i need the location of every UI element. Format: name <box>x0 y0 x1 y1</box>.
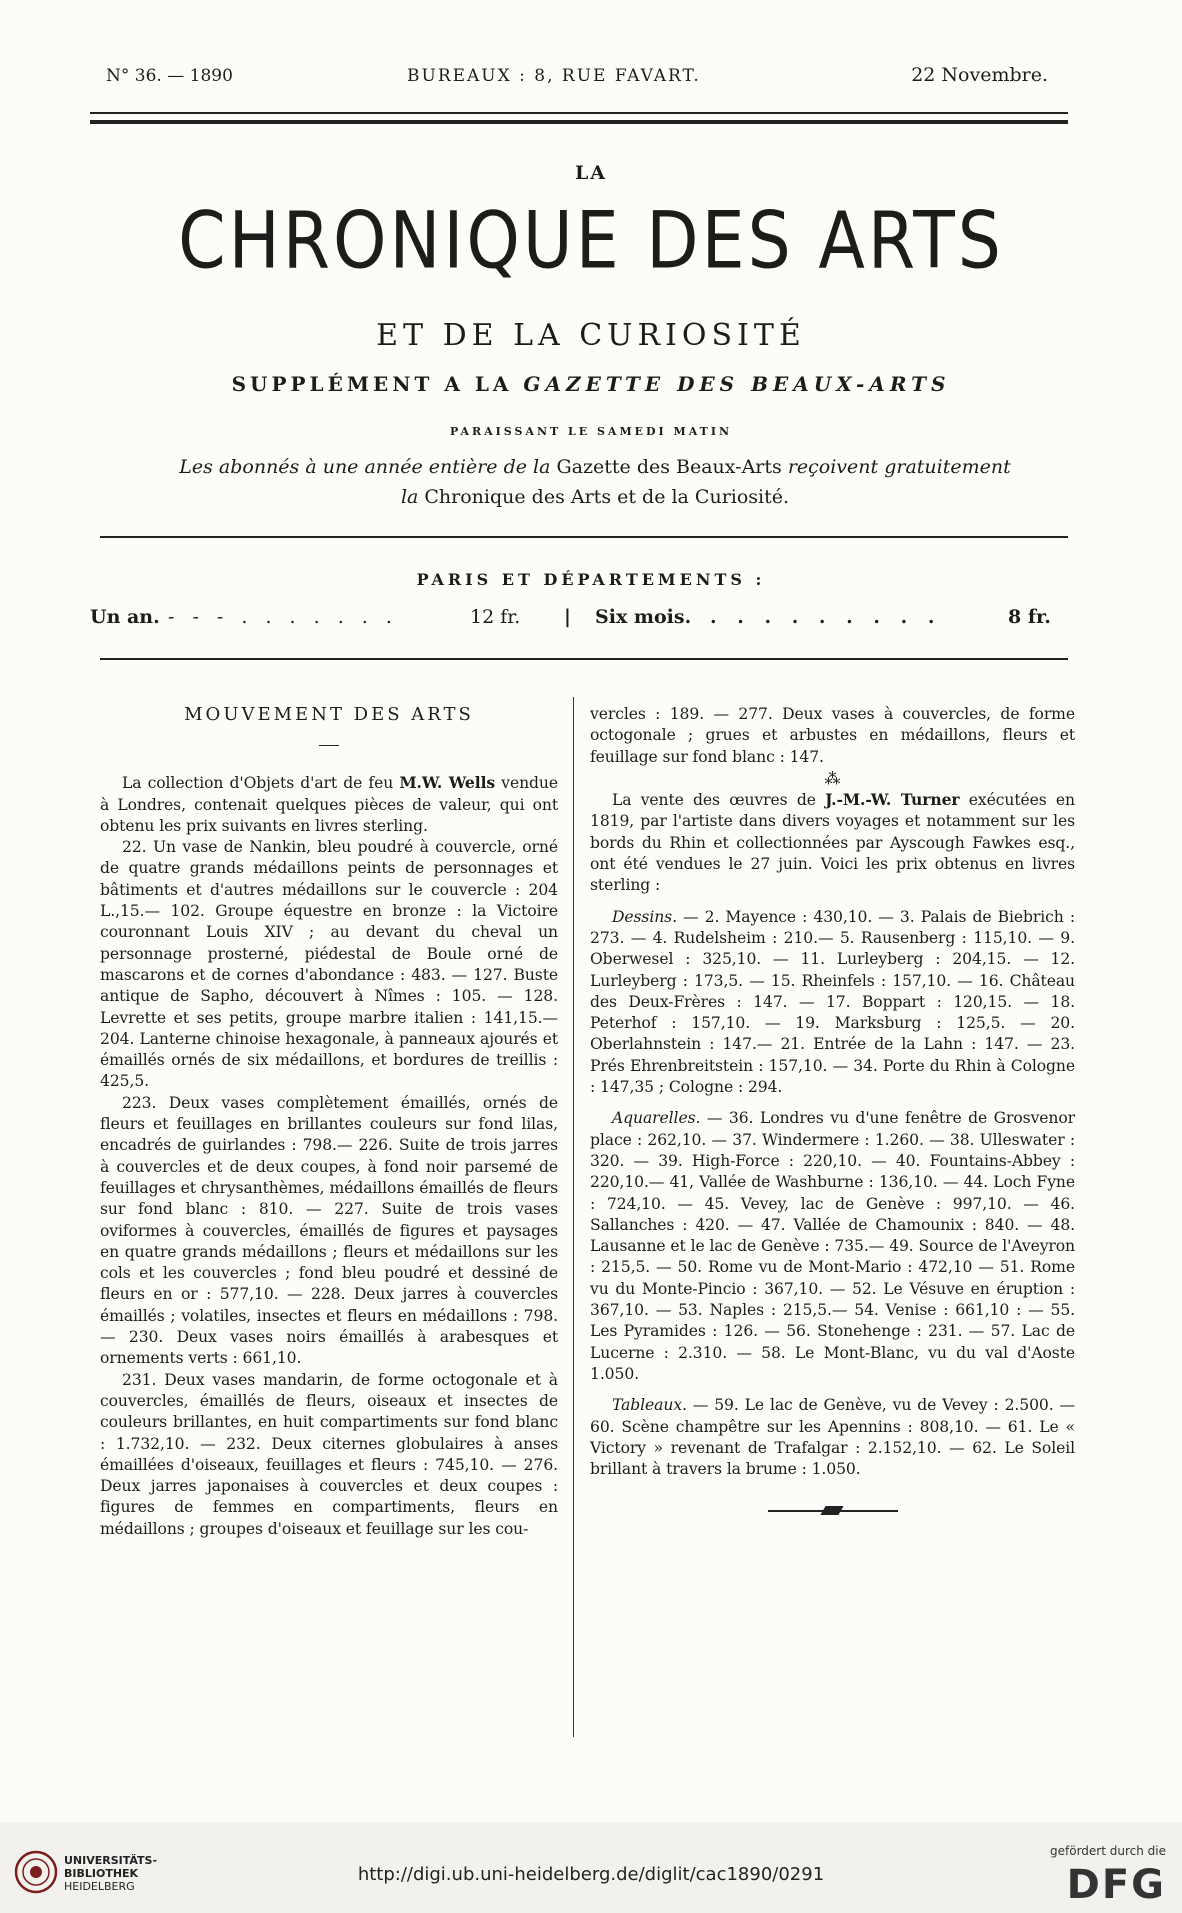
masthead-title: CHRONIQUE DES ARTS <box>178 196 1004 287</box>
prices-rule <box>100 658 1068 660</box>
issue-date: 22 Novembre. <box>911 64 1048 86</box>
asterism: ⁂ <box>824 768 841 788</box>
heading-short-rule <box>319 745 339 746</box>
end-ornament-diamond <box>820 1506 843 1515</box>
lot-223-paragraph: 223. Deux vases complètement émaillés, ornés de fleurs et feuillages en brillantes couleurs sur fond lilas, encadrés de guirlandes : 798.— 226. Suite de trois jarres à couvercles et de deux coupes, à fond noir parsemé de feuillages et chrysanthèmes, médaillons émaillés de fleurs sur fond blanc : 810. — 227. Suite de trois vases oviformes à couvercles, émaillés de figures et paysages en quatre grands médaillons ; fleurs et médaillons sur les cols et les couvercles ; fond bleu poudré et dessiné de fleurs en or : 577,10. — 228. Deux jarres à couvercles émaillés ; volatiles, insectes et fleurs en médaillons : 798. — 230. Deux vases noirs émaillés à arabesques et ornements verts : 661,10. <box>100 1093 558 1368</box>
year-dots: - - - . . . . . . . <box>168 606 398 628</box>
abonnes-text-3: la <box>400 486 419 508</box>
continuation-paragraph: vercles : 189. — 277. Deux vases à couvercles, de forme octogonale ; grues et arbustes en médaillons, fleurs et feuillage sur fond blanc : 147. <box>590 705 1075 766</box>
left-column <box>100 704 558 1540</box>
end-ornament <box>768 1506 898 1516</box>
price-separator: | <box>564 606 571 628</box>
abonnes-text-2: reçoivent gratuitement <box>787 456 1011 478</box>
masthead-subtitle: ET DE LA CURIOSITÉ <box>376 318 806 353</box>
turner-intro-b: exécutées en 1819, par l'artiste dans divers voyages et notamment sur les bords du Rhin et collectionnées par Ayscough Fawkes esq., ont été vendues le 27 juin. Voici les prix obtenus en livres sterling : <box>590 791 1075 895</box>
uni-line-3: HEIDELBERG <box>64 1880 135 1893</box>
abonnes-chronique: Chronique des Arts et de la Curiosité. <box>424 486 790 508</box>
masthead-la: LA <box>574 162 608 184</box>
right-column <box>590 704 1075 1516</box>
subscribers-note <box>140 452 1050 512</box>
uni-line-1: UNIVERSITÄTS- <box>64 1854 158 1867</box>
wells-name: M.W. Wells <box>399 773 496 793</box>
top-header-line <box>102 62 1050 94</box>
bureaux-address: BUREAUX : 8, RUE FAVART. <box>407 66 701 86</box>
aquarelles-label: Aquarelles. <box>612 1109 701 1128</box>
footer-bar <box>0 1822 1182 1913</box>
abonnes-text-1: Les abonnés à une année entière de la <box>179 456 551 478</box>
turner-intro <box>590 789 1075 896</box>
uni-line-2: BIBLIOTHEK <box>64 1867 139 1880</box>
wells-intro-b: vendue à Londres, contenait quelques pièces de valeur, qui ont obtenu les prix suivants en livres sterling. <box>100 774 558 835</box>
issue-number: N° 36. — 1890 <box>106 66 233 86</box>
dessins-label: Dessins. <box>612 907 677 926</box>
supplement-prefix: SUPPLÉMENT A LA <box>231 372 513 396</box>
wells-intro <box>100 772 558 837</box>
abonnes-gazette: Gazette des Beaux-Arts <box>556 456 782 478</box>
tableaux-label: Tableaux. <box>612 1396 687 1415</box>
wells-intro-a: La collection d'Objets d'art de feu <box>122 774 394 793</box>
dfg-caption: gefördert durch die <box>1050 1844 1166 1858</box>
year-price: 12 fr. <box>470 606 521 628</box>
header-double-rule <box>90 112 1068 124</box>
dfg-logo: DFG <box>1066 1862 1166 1908</box>
tableaux-paragraph <box>590 1395 1075 1480</box>
subscription-heading: PARIS ET DÉPARTEMENTS : <box>416 570 766 589</box>
turner-name: J.-M.-W. Turner <box>825 790 960 810</box>
lot-231-paragraph: 231. Deux vases mandarin, de forme octogonale et à couvercles, émaillés de fleurs, oiseaux et insectes de couleurs brillantes, en huit compartiments sur fond blanc : 1.732,10. — 232. Deux citernes globulaires à anses émaillées d'oiseaux, feuillages et fleurs : 745,10. — 276. Deux jarres japonaises à couvercles et deux coupes : figures de femmes en compartiments, fleurs en médaillons ; groupes d'oiseaux et feuillage sur les cou- <box>100 1370 558 1538</box>
half-year-label: Six mois. <box>595 606 692 628</box>
column-divider <box>573 697 574 1737</box>
paraissant-line: PARAISSANT LE SAMEDI MATIN <box>449 425 733 438</box>
dessins-paragraph <box>590 907 1075 1099</box>
masthead-rule <box>100 536 1068 538</box>
dessins-text: — 2. Mayence : 430,10. — 3. Palais de Biebrich : 273. — 4. Rudelsheim : 210.— 5. Rausenberg : 115,10. — 9. Oberwesel : 325,10. — 11. Lurleyberg : 204,15. — 12. Lurleyberg : 173,5. — 15. Rheinfels : 157,10. — 16. Château des Deux-Frères : 147. — 17. Boppart : 120,15. — 18. Peterhof : 157,10. — 19. Marksburg : 125,5. — 20. Oberlahnstein : 147.— 21. Entrée de la Lahn : 147. — 23. Prés Ehrenbreitstein : 157,10. — 34. Porte du Rhin à Cologne : 147,35 ; Cologne : 294. <box>590 907 1075 1097</box>
aquarelles-paragraph <box>590 1108 1075 1385</box>
supplement-gazette: GAZETTE DES BEAUX-ARTS <box>523 372 951 396</box>
turner-intro-a: La vente des œuvres de <box>612 791 816 810</box>
tableaux-text: — 59. Le lac de Genève, vu de Vevey : 2.500. — 60. Scène champêtre sur les Apennins : 808,10. — 61. Le « Victory » revenant de Trafalgar : 2.152,10. — 62. Le Soleil brillant à travers la brume : 1.050. <box>590 1396 1075 1479</box>
aquarelles-text: — 36. Londres vu d'une fenêtre de Grosvenor place : 262,10. — 37. Windermere : 1.260. — 38. Ulleswater : 320. — 39. High-Force : 220,10. — 40. Fountains-Abbey : 220,10.— 41, Vallée de Washburne : 136,10. — 44. Loch Fyne : 724,10. — 45. Vevey, lac de Genève : 997,10. — 46. Sallanches : 420. — 47. Vallée de Chamounix : 840. — 48. Lausanne et le lac de Genève : 735.— 49. Source de l'Aveyron : 215,5. — 50. Rome vu de Mont-Mario : 472,10 — 51. Rome vu du Monte-Pincio : 367,10. — 52. Le Vésuve en éruption : 367,10. — 53. Naples : 215,5.— 54. Venise : 661,10 : — 55. Les Pyramides : 126. — 56. Stonehenge : 231. — 57. Lac de Lucerne : 2.310. — 58. Le Mont-Blanc, vu du val d'Aoste 1.050. <box>590 1109 1075 1383</box>
lot-22-paragraph: 22. Un vase de Nankin, bleu poudré à couvercle, orné de quatre grands médaillons peints de personnages et bâtiments et d'autres médaillons sur le couvercle : 204 L.,15.— 102. Groupe équestre en bronze : la Victoire couronnant Louis XIV ; au devant du cheval un personnage prosterné, piédestal de Boule orné de mascarons et de cornes d'abondance : 483. — 127. Buste antique de Sapho, découvert à Nîmes : 105. — 128. Levrette et ses petits, groupe marbre italien : 141,15.— 204. Lanterne chinoise hexagonale, à panneaux ajourés et émaillés ornés de six médaillons, et bordures de treillis : 425,5. <box>100 838 558 1091</box>
half-year-price: 8 fr. <box>1008 606 1051 628</box>
section-heading: MOUVEMENT DES ARTS <box>184 704 474 725</box>
half-year-dots: . . . . . . . . . <box>710 606 942 628</box>
document-url-link[interactable]: http://digi.ub.uni-heidelberg.de/diglit/cac1890/0291 <box>357 1864 825 1885</box>
supplement-line <box>0 372 1182 396</box>
year-label: Un an. <box>90 606 160 628</box>
subscription-prices <box>90 606 1068 640</box>
